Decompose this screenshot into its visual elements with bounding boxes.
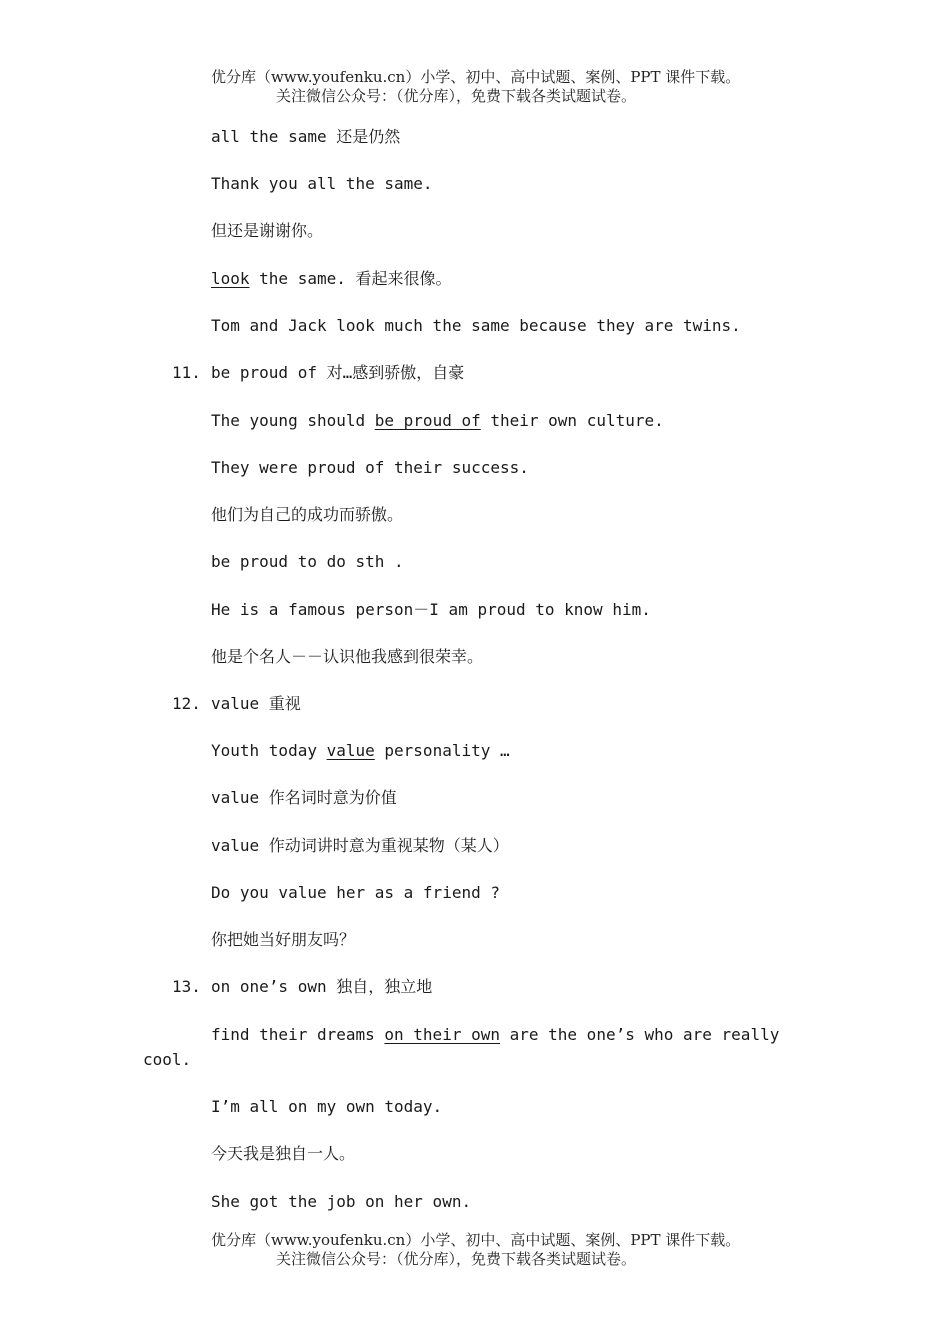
text-line: 今天我是独自一人。 bbox=[211, 1144, 356, 1163]
wrapped-paragraph bbox=[143, 1022, 803, 1072]
text-line: She got the job on her own. bbox=[211, 1192, 472, 1211]
footer-line-2: 关注微信公众号：（优分库），免费下载各类试题试卷。 bbox=[276, 1250, 637, 1268]
footer-line-1: 优分库（www.youfenku.cn）小学、初中、高中试题、案例、PPT 课件下载。 bbox=[211, 1231, 741, 1249]
header-line-2: 关注微信公众号：（优分库），免费下载各类试题试卷。 bbox=[276, 87, 637, 105]
underlined-phrase: look bbox=[211, 269, 250, 288]
text-line: They were proud of their success. bbox=[211, 458, 529, 477]
text-line: 他们为自己的成功而骄傲。 bbox=[211, 505, 404, 524]
text-line bbox=[211, 741, 510, 761]
text-line bbox=[211, 411, 664, 431]
text-line: all the same 还是仍然 bbox=[211, 127, 401, 146]
text-span: the same. 看起来很像。 bbox=[249, 269, 452, 288]
header-line-1: 优分库（www.youfenku.cn）小学、初中、高中试题、案例、PPT 课件下载。 bbox=[211, 68, 741, 86]
text-line: 你把她当好朋友吗？ bbox=[211, 930, 356, 949]
text-line: 他是个名人－－认识他我感到很荣幸。 bbox=[211, 647, 484, 666]
item-number: 11. bbox=[172, 363, 201, 382]
text-line: value 作名词时意为价值 bbox=[211, 788, 397, 807]
item-number: 12. bbox=[172, 694, 201, 713]
text-line: Thank you all the same. bbox=[211, 174, 433, 193]
item-heading: on one’s own 独自，独立地 bbox=[211, 977, 433, 996]
text-span: are the one’s who are really cool. bbox=[143, 1025, 780, 1069]
text-span: Youth today bbox=[211, 741, 327, 760]
text-line: Do you value her as a friend ? bbox=[211, 883, 500, 902]
text-line bbox=[211, 269, 452, 289]
underlined-phrase: be proud of bbox=[374, 411, 481, 430]
text-line: Tom and Jack look much the same because they are twins. bbox=[211, 316, 741, 335]
item-heading: value 重视 bbox=[211, 694, 301, 713]
item-heading: be proud of 对…感到骄傲，自豪 bbox=[211, 363, 465, 382]
underlined-phrase: value bbox=[326, 741, 375, 760]
text-line: value 作动词讲时意为重视某物（某人） bbox=[211, 836, 509, 855]
text-line: I’m all on my own today. bbox=[211, 1097, 443, 1116]
text-span: their own culture. bbox=[480, 411, 664, 430]
underlined-phrase: on their own bbox=[384, 1025, 500, 1044]
text-span: personality … bbox=[374, 741, 510, 760]
text-span: The young should bbox=[211, 411, 375, 430]
text-line: 但还是谢谢你。 bbox=[211, 221, 324, 240]
text-line: be proud to do sth . bbox=[211, 552, 404, 571]
text-span: find their dreams bbox=[211, 1025, 385, 1044]
text-line: He is a famous person－I am proud to know him. bbox=[211, 600, 651, 619]
item-number: 13. bbox=[172, 977, 201, 996]
